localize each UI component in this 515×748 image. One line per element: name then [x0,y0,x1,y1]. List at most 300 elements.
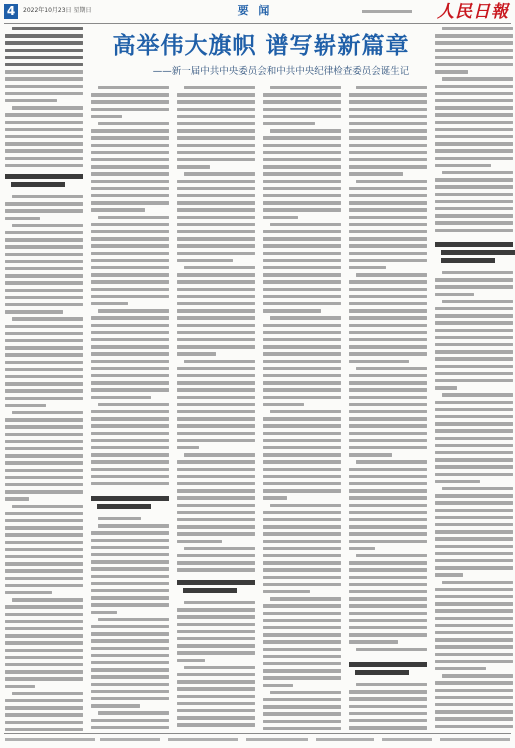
text-line [349,352,427,355]
text-line [349,230,427,233]
text-line [270,691,341,694]
text-line [435,285,513,288]
text-line [91,546,169,549]
text-line [177,374,255,377]
text-line [435,559,513,562]
text-line [263,475,341,478]
text-line [177,561,255,564]
text-line [177,302,255,305]
text-line [177,381,255,384]
text-line [177,410,255,413]
text-line [263,151,341,154]
text-line [349,424,427,427]
text-line [5,260,83,263]
text-line [91,230,169,233]
text-line [177,324,255,327]
text-line [91,187,169,190]
text-line [349,396,427,399]
text-line [435,113,513,116]
text-line [435,56,513,59]
text-line [435,193,513,196]
text-line [177,475,255,478]
text-line [177,180,255,183]
text-line [263,230,341,233]
text-line [349,525,427,528]
text-line [91,482,169,485]
newspaper-logo: 人民日報 [437,2,509,22]
text-line [435,717,513,720]
text-line [5,238,83,241]
text-line [177,446,199,449]
text-line [5,209,83,212]
text-line [349,172,403,175]
text-line [91,468,169,471]
text-line [5,663,83,666]
text-line [263,684,293,687]
text-line [263,187,341,190]
text-line [177,216,255,219]
text-line [435,185,513,188]
text-line [177,403,255,406]
text-line [91,417,169,420]
text-line [263,676,341,679]
text-line [5,591,52,594]
text-line [349,590,427,593]
text-line [435,595,513,598]
text-line [5,92,83,95]
text-line [270,86,341,89]
footer-text-line [246,738,308,741]
text-line [349,244,427,247]
text-line [12,106,83,109]
text-line [263,720,341,723]
text-line [263,172,341,175]
text-line [91,180,169,183]
text-line [98,122,169,125]
text-line [263,338,341,341]
text-line [177,273,255,276]
text-line [5,253,83,256]
text-line [5,447,83,450]
text-line [435,157,513,160]
text-line [349,208,427,211]
text-line [435,99,513,102]
text-line [349,482,427,485]
text-line [356,367,427,370]
text-line [177,489,255,492]
text-line [442,271,513,274]
text-line [263,288,341,291]
text-line [263,576,341,579]
text-line [91,223,169,226]
text-line [349,576,427,579]
text-line [263,583,341,586]
text-line [91,396,151,399]
text-line [349,194,427,197]
text-line [177,615,255,618]
text-line [184,266,255,269]
text-line [177,417,255,420]
text-line [263,662,341,665]
footer-text-line [100,738,160,741]
text-line [349,216,427,219]
text-line [5,519,83,522]
text-line [91,539,169,542]
text-line [435,200,513,203]
text-line [91,165,169,168]
text-line [435,278,513,281]
text-line [184,172,255,175]
text-line [177,129,255,132]
text-line [435,415,513,418]
text-line [349,518,427,521]
text-line [12,195,83,198]
text-line [435,379,513,382]
text-line [91,432,169,435]
text-line [349,187,427,190]
text-line [91,410,169,413]
text-line [356,273,427,276]
text-line [349,360,409,363]
text-line [5,113,83,116]
text-line [435,321,513,324]
text-line [5,706,83,709]
text-line [349,338,427,341]
text-line [184,453,255,456]
text-line [435,473,513,476]
text-line [435,121,513,124]
text-line [5,627,83,630]
text-line [435,221,513,224]
text-line [349,583,427,586]
text-line [263,590,310,593]
text-line [91,331,169,334]
text-line [91,108,169,111]
text-line [91,324,169,327]
text-line [435,92,513,95]
text-line [435,85,513,88]
text-line [435,602,513,605]
text-line [177,316,255,319]
text-line [177,637,255,640]
text-line [349,468,427,471]
text-line [263,194,341,197]
text-line [435,70,468,73]
text-line [5,267,83,270]
text-line [263,115,341,118]
text-line [91,316,169,319]
text-line [349,511,427,514]
text-line [263,388,341,391]
text-line [184,601,255,604]
text-line [91,115,122,118]
text-line [12,692,83,695]
text-line [177,396,255,399]
text-line [5,728,83,731]
text-line [177,716,255,719]
text-line [12,411,83,414]
text-line [435,386,457,389]
text-line [435,573,463,576]
text-line [91,374,169,377]
text-line [435,128,513,131]
text-line [435,437,513,440]
text-line [91,259,169,262]
text-line [442,77,513,80]
text-line [349,504,427,507]
text-line [5,533,83,536]
text-line [5,512,83,515]
text-line [91,697,169,700]
text-line [263,727,341,730]
text-line [263,460,341,463]
text-line [177,223,255,226]
text-line [356,683,427,686]
text-line [349,280,427,283]
text-line [184,360,255,363]
text-line [91,647,169,650]
text-line [435,365,513,368]
text-line [435,63,513,66]
text-line [177,93,255,96]
text-line [177,623,255,626]
text-line [91,288,169,291]
text-line [184,86,255,89]
text-line [5,325,83,328]
text-line [435,458,513,461]
text-line [435,444,513,447]
footer-text-line [382,738,432,741]
text-line [177,388,255,391]
text-line [177,108,255,111]
text-line [349,489,427,492]
text-line [184,547,255,550]
text-line [5,656,83,659]
text-line [435,545,513,548]
text-line [435,307,513,310]
header-divider [4,23,511,24]
text-line [435,609,513,612]
text-line [349,237,427,240]
section-subheading-line [11,182,65,187]
text-line [98,618,169,621]
text-line [270,223,341,226]
text-line [98,403,169,406]
text-line [263,439,341,442]
text-line [12,224,83,227]
text-line [349,604,427,607]
text-line [349,540,427,543]
text-line [349,561,427,564]
text-line [177,115,255,118]
text-line [435,314,513,317]
text-line [5,404,46,407]
text-line [177,136,255,139]
text-line [270,504,341,507]
text-line [5,332,83,335]
text-line [270,129,341,132]
text-line [12,505,83,508]
text-line [263,295,341,298]
text-line [349,568,427,571]
text-line [177,496,255,499]
text-line [177,695,255,698]
text-line [5,389,83,392]
text-line [349,712,427,715]
text-line [349,374,427,377]
text-line [435,229,513,232]
text-line [263,381,341,384]
text-line [435,207,513,210]
text-line [5,99,57,102]
text-line [349,726,427,729]
text-line [349,151,427,154]
text-line [263,252,341,255]
text-line [177,158,255,161]
text-line [349,547,375,550]
text-line [435,422,513,425]
text-line [177,673,255,676]
text-line [263,403,304,406]
section-subheading-line [91,496,169,501]
text-line [91,338,169,341]
text-line [5,353,83,356]
text-line [5,613,83,616]
text-line [435,49,513,52]
text-line [435,350,513,353]
text-line [435,703,513,706]
text-line [263,640,341,643]
text-line [91,632,169,635]
text-line [263,532,341,535]
text-line [435,638,513,641]
text-line [91,93,169,96]
text-line [263,309,321,312]
text-line [91,611,117,614]
text-line [91,726,169,729]
text-line [91,582,169,585]
text-line [435,480,480,483]
text-line [263,432,341,435]
text-line [5,721,83,724]
text-line [177,165,210,168]
section-subheading-line [441,258,495,263]
text-line [349,446,427,449]
text-line [5,548,83,551]
text-line [349,410,427,413]
text-line [263,93,341,96]
text-line [349,439,427,442]
text-line [263,619,341,622]
text-line [177,482,255,485]
text-line [5,281,83,284]
text-line [435,624,513,627]
text-line [349,223,427,226]
text-line [91,302,128,305]
text-line [442,27,513,30]
footer-text-line [168,738,238,741]
text-line [5,620,83,623]
text-line [91,424,169,427]
text-line [5,397,83,400]
text-line [270,316,341,319]
text-line [349,690,427,693]
text-line [5,142,83,145]
text-line [5,128,83,131]
text-line [5,157,83,160]
text-line [435,401,513,404]
issue-date: 2022年10月23日 星期日 [23,7,92,14]
text-line [91,704,140,707]
text-line [177,424,255,427]
text-line [177,568,255,571]
text-line [263,244,341,247]
text-line [5,685,35,688]
text-line [349,259,427,262]
text-line [356,180,427,183]
text-line [5,670,83,673]
text-line [349,640,398,643]
text-line [263,453,341,456]
text-line [263,496,287,499]
text-line [435,617,513,620]
text-line [349,136,427,139]
text-line [177,345,255,348]
text-line [349,201,427,204]
text-line [5,164,83,167]
text-line [91,144,169,147]
text-line [177,122,255,125]
text-line [263,561,341,564]
text-line [91,690,169,693]
text-line [98,711,169,714]
text-line [5,135,83,138]
text-line [5,41,83,44]
text-line [435,537,513,540]
text-line [91,352,169,355]
text-line [5,274,83,277]
text-line [12,598,83,601]
text-line [91,360,169,363]
text-line [177,244,255,247]
text-line [442,300,513,303]
footer-text-line [5,738,95,741]
text-line [5,649,83,652]
text-line [177,608,255,611]
text-line [5,49,83,52]
section-subheading-line [441,250,515,255]
text-line [91,639,169,642]
section-subheading-line [355,670,409,675]
text-line [5,641,83,644]
text-line [91,453,169,456]
text-line [91,201,169,204]
text-line [263,374,341,377]
text-line [91,553,169,556]
text-line [5,483,83,486]
text-line [435,516,513,519]
text-line [177,511,255,514]
text-line [5,555,83,558]
text-line [91,237,169,240]
text-line [177,439,255,442]
text-line [263,468,341,471]
text-line [177,540,222,543]
text-line [349,403,427,406]
text-line [435,451,513,454]
text-line [91,208,145,211]
text-line [263,489,341,492]
